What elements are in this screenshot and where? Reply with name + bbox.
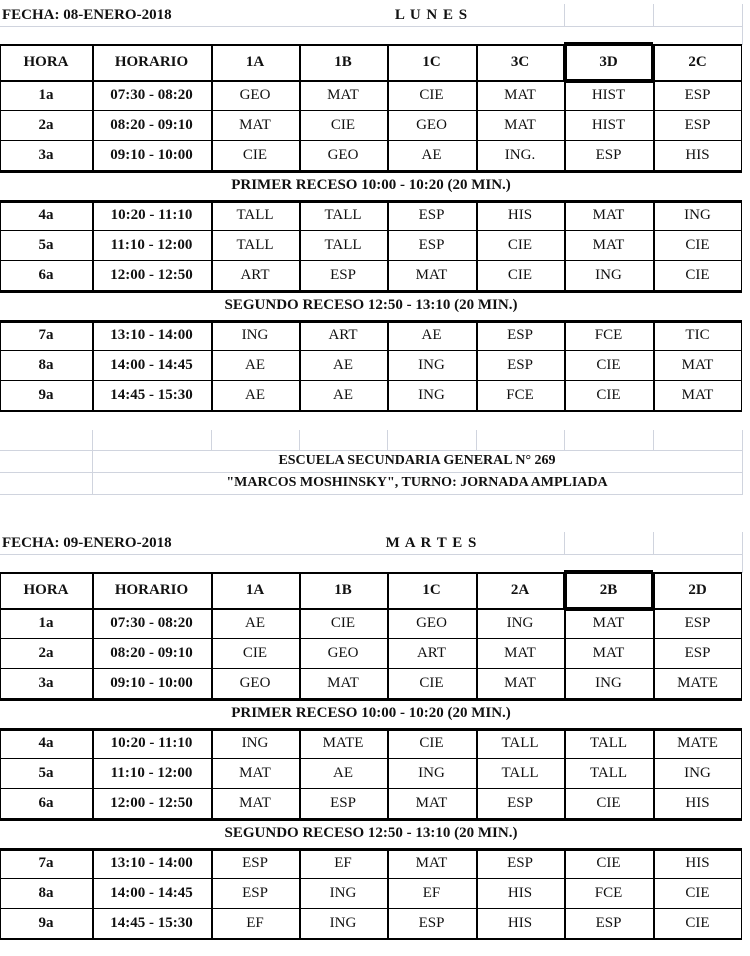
subject-cell: MAT [681, 356, 714, 373]
subject-cell: FCE [594, 326, 623, 343]
hora-cell: 5a [38, 236, 54, 253]
subject-cell: CIE [419, 674, 444, 691]
subject-cell: ESP [684, 116, 711, 133]
subject-cell: TALL [589, 734, 628, 751]
column-border [387, 572, 389, 698]
subject-cell: ESP [242, 854, 268, 871]
subject-cell: ESP [684, 644, 711, 661]
recess-border-top [0, 818, 742, 821]
column-border [299, 200, 301, 290]
subject-cell: CIE [596, 794, 621, 811]
column-header: 1B [334, 53, 352, 70]
subject-cell: AE [245, 614, 265, 631]
subject-cell: EF [422, 884, 441, 901]
faint-cell [564, 532, 654, 555]
column-header: 2C [688, 53, 707, 70]
date-label: FECHA: 09-ENERO-2018 [0, 532, 298, 554]
subject-cell: MATE [677, 734, 718, 751]
subject-cell: MAT [504, 116, 536, 133]
hora-cell: 4a [38, 734, 54, 751]
column-border [0, 200, 1, 290]
table-bottom-border [0, 938, 742, 940]
subject-cell: ESP [242, 884, 268, 901]
column-border [211, 728, 213, 818]
faint-cell [564, 430, 654, 451]
column-border [387, 728, 389, 818]
column-border [299, 572, 301, 698]
hora-cell: 7a [38, 326, 54, 343]
faint-cell [92, 430, 212, 451]
column-border [387, 44, 389, 170]
hora-cell: 3a [38, 674, 54, 691]
day-name: L U N E S [299, 4, 564, 26]
subject-cell: MAT [504, 644, 536, 661]
subject-cell: HIS [685, 854, 710, 871]
column-header: 1C [422, 581, 441, 598]
faint-cell [653, 4, 743, 27]
horario-cell: 09:10 - 10:00 [110, 146, 193, 163]
faint-cell [0, 430, 93, 451]
horario-cell: 14:00 - 14:45 [110, 356, 193, 373]
horario-cell: 12:00 - 12:50 [110, 794, 193, 811]
subject-cell: CIE [330, 116, 356, 133]
subject-cell: HIS [507, 206, 533, 223]
row-border [0, 758, 742, 759]
horario-cell: 10:20 - 11:10 [110, 206, 193, 223]
subject-cell: CIE [596, 356, 621, 373]
horario-cell: 08:20 - 09:10 [110, 644, 193, 661]
hora-cell: 3a [38, 146, 54, 163]
column-header: 2D [688, 581, 707, 598]
subject-cell: CIE [685, 914, 710, 931]
faint-cell [653, 430, 743, 451]
subject-cell: CIE [507, 236, 533, 253]
subject-cell: GEO [239, 86, 271, 103]
subject-cell: CIE [242, 146, 268, 163]
column-border [476, 320, 478, 410]
subject-cell: GEO [416, 614, 447, 631]
hora-cell: 5a [38, 764, 54, 781]
faint-cell [299, 430, 388, 451]
subject-cell: TALL [501, 734, 539, 751]
faint-cell [564, 4, 654, 27]
subject-cell: MATE [677, 674, 718, 691]
subject-cell: MAT [504, 86, 536, 103]
recess-band: SEGUNDO RECESO 12:50 - 13:10 (20 MIN.) [224, 824, 518, 841]
recess-band: PRIMER RECESO 10:00 - 10:20 (20 MIN.) [231, 704, 511, 721]
recess-border-bottom [0, 728, 742, 731]
subject-cell: AE [421, 146, 442, 163]
faint-cell [211, 430, 300, 451]
horario-cell: 11:10 - 12:00 [110, 764, 193, 781]
column-header: 3C [510, 53, 530, 70]
column-border [564, 728, 566, 818]
subject-cell: ING [329, 914, 357, 931]
hora-cell: 6a [38, 794, 54, 811]
horario-cell: 13:10 - 14:00 [110, 326, 193, 343]
subject-cell: MAT [327, 86, 359, 103]
horario-cell: 08:20 - 09:10 [110, 116, 193, 133]
subject-cell: TALL [324, 206, 362, 223]
column-border [387, 200, 389, 290]
subject-cell: TALL [236, 206, 274, 223]
subject-cell: ING [684, 206, 711, 223]
recess-border-top [0, 170, 742, 173]
column-border [741, 572, 742, 698]
column-border [653, 848, 655, 938]
subject-cell: MAT [239, 116, 271, 133]
subject-cell: AE [333, 764, 353, 781]
subject-cell: ESP [418, 914, 445, 931]
subject-cell: AE [245, 386, 265, 403]
subject-cell: AE [245, 356, 265, 373]
subject-cell: ING [595, 266, 622, 283]
column-border [476, 848, 478, 938]
subject-cell: ING [418, 764, 445, 781]
subject-cell: ESP [684, 614, 711, 631]
column-header: HORA [23, 53, 69, 70]
column-border [564, 200, 566, 290]
subject-cell: CIE [685, 236, 710, 253]
column-border [564, 848, 566, 938]
column-border [387, 848, 389, 938]
date-label: FECHA: 08-ENERO-2018 [0, 4, 298, 26]
row-border [0, 110, 742, 111]
column-border [476, 572, 478, 698]
column-header: HORA [23, 581, 69, 598]
column-border [92, 44, 94, 170]
hora-cell: 8a [38, 884, 54, 901]
hora-cell: 6a [38, 266, 54, 283]
column-border [92, 320, 94, 410]
day-name: M A R T E S [299, 532, 564, 554]
column-header: HORARIO [114, 581, 189, 598]
column-border [92, 572, 94, 698]
subject-cell: MAT [415, 854, 448, 871]
faint-cell [387, 430, 477, 451]
subject-cell: ING [684, 764, 711, 781]
subject-cell: MATE [322, 734, 364, 751]
subject-cell: MAT [592, 206, 625, 223]
subject-cell: CIE [685, 884, 710, 901]
horario-cell: 09:10 - 10:00 [110, 674, 193, 691]
faint-cell [0, 472, 93, 495]
subject-cell: CIE [596, 386, 621, 403]
subject-cell: MAT [592, 644, 625, 661]
subject-cell: AE [421, 326, 442, 343]
subject-cell: CIE [419, 734, 444, 751]
highlight-border [563, 44, 567, 80]
recess-border-top [0, 698, 742, 701]
subject-cell: TALL [589, 764, 628, 781]
subject-cell: CIE [242, 644, 268, 661]
subject-cell: MAT [415, 266, 448, 283]
hora-cell: 1a [38, 614, 54, 631]
column-border [211, 848, 213, 938]
column-header: 1B [334, 581, 352, 598]
highlight-border [564, 607, 653, 611]
hora-cell: 2a [38, 116, 54, 133]
subject-cell: MAT [592, 236, 625, 253]
highlight-border [564, 570, 653, 574]
school-name: ESCUELA SECUNDARIA GENERAL N° 269 [278, 453, 556, 468]
subject-cell: CIE [596, 854, 621, 871]
subject-cell: HIS [507, 914, 533, 931]
column-border [211, 320, 213, 410]
subject-cell: CIE [419, 86, 444, 103]
subject-cell: ESP [330, 794, 356, 811]
subject-cell: MAT [415, 794, 448, 811]
subject-cell: GEO [327, 146, 359, 163]
subject-cell: EF [246, 914, 264, 931]
subject-cell: CIE [685, 266, 710, 283]
subject-cell: ART [416, 644, 447, 661]
column-border [0, 572, 1, 698]
column-border [0, 320, 1, 410]
column-border [476, 728, 478, 818]
column-border [211, 200, 213, 290]
column-border [92, 848, 94, 938]
subject-cell: ING. [504, 146, 536, 163]
subject-cell: ESP [507, 854, 533, 871]
subject-cell: GEO [327, 644, 359, 661]
column-border [299, 320, 301, 410]
subject-cell: FCE [594, 884, 623, 901]
subject-cell: ESP [507, 794, 533, 811]
column-border [653, 320, 655, 410]
highlight-border [564, 42, 653, 46]
horario-cell: 12:00 - 12:50 [110, 266, 193, 283]
hora-cell: 4a [38, 206, 54, 223]
column-header: HORARIO [114, 53, 189, 70]
subject-cell: HIST [591, 86, 626, 103]
school-subtitle: "MARCOS MOSHINSKY", TURNO: JORNADA AMPLIADA [226, 475, 608, 490]
recess-border-bottom [0, 320, 742, 323]
subject-cell: CIE [330, 614, 356, 631]
column-border [299, 728, 301, 818]
subject-cell: MAT [327, 674, 359, 691]
subject-cell: ING [329, 884, 357, 901]
column-border [387, 320, 389, 410]
subject-cell: HIS [685, 146, 710, 163]
hora-cell: 9a [38, 914, 54, 931]
horario-cell: 14:45 - 15:30 [110, 914, 193, 931]
column-header: 1A [245, 53, 265, 70]
subject-cell: ESP [595, 914, 622, 931]
subject-cell: TIC [685, 326, 710, 343]
horario-cell: 14:00 - 14:45 [110, 884, 193, 901]
column-border [299, 848, 301, 938]
hora-cell: 2a [38, 644, 54, 661]
row-border [0, 140, 742, 141]
subject-cell: ESP [684, 86, 711, 103]
recess-border-bottom [0, 848, 742, 851]
column-border [476, 200, 478, 290]
row-border [0, 230, 742, 231]
subject-cell: GEO [239, 674, 271, 691]
subject-cell: ESP [595, 146, 622, 163]
subject-cell: HIS [685, 794, 710, 811]
horario-cell: 07:30 - 08:20 [110, 614, 193, 631]
row-border [0, 350, 742, 351]
row-border [0, 668, 742, 669]
row-border [0, 380, 742, 381]
hora-cell: 9a [38, 386, 54, 403]
row-border [0, 260, 742, 261]
subject-cell: ART [240, 266, 270, 283]
subject-cell: MAT [239, 764, 271, 781]
column-border [211, 44, 213, 170]
subject-cell: HIST [591, 116, 626, 133]
subject-cell: AE [333, 386, 353, 403]
recess-border-bottom [0, 200, 742, 203]
subject-cell: ART [328, 326, 358, 343]
column-header: 2B [599, 581, 618, 598]
column-border [0, 848, 1, 938]
subject-cell: ESP [418, 236, 445, 253]
column-border [741, 848, 742, 938]
column-border [0, 44, 1, 170]
table-bottom-border [0, 410, 742, 412]
row-border [0, 878, 742, 879]
recess-band: PRIMER RECESO 10:00 - 10:20 (20 MIN.) [231, 176, 511, 193]
recess-border-top [0, 290, 742, 293]
column-border [299, 44, 301, 170]
subject-cell: MAT [239, 794, 271, 811]
horario-cell: 10:20 - 11:10 [110, 734, 193, 751]
column-border [653, 728, 655, 818]
subject-cell: EF [334, 854, 352, 871]
subject-cell: FCE [506, 386, 534, 403]
horario-cell: 11:10 - 12:00 [110, 236, 193, 253]
faint-cell [476, 430, 565, 451]
hora-cell: 7a [38, 854, 54, 871]
column-header: 2A [510, 581, 530, 598]
subject-cell: TALL [501, 764, 539, 781]
subject-cell: ESP [418, 206, 445, 223]
column-border [211, 572, 213, 698]
faint-cell [0, 450, 93, 473]
row-border [0, 788, 742, 789]
subject-cell: ING [506, 614, 534, 631]
column-border [476, 44, 478, 170]
subject-cell: ING [418, 386, 445, 403]
column-border [564, 320, 566, 410]
subject-cell: MAT [592, 614, 625, 631]
hora-cell: 8a [38, 356, 54, 373]
subject-cell: CIE [507, 266, 533, 283]
horario-cell: 07:30 - 08:20 [110, 86, 193, 103]
subject-cell: ESP [330, 266, 356, 283]
column-border [0, 728, 1, 818]
subject-cell: TALL [324, 236, 362, 253]
highlight-border [651, 572, 655, 608]
column-border [741, 200, 742, 290]
horario-cell: 14:45 - 15:30 [110, 386, 193, 403]
subject-cell: ING [418, 356, 445, 373]
subject-cell: MAT [681, 386, 714, 403]
column-border [653, 200, 655, 290]
subject-cell: HIS [507, 884, 533, 901]
faint-cell [653, 532, 743, 555]
subject-cell: ESP [507, 356, 533, 373]
subject-cell: AE [333, 356, 353, 373]
subject-cell: ESP [507, 326, 533, 343]
row-border [0, 908, 742, 909]
hora-cell: 1a [38, 86, 54, 103]
column-border [741, 44, 742, 170]
column-border [741, 728, 742, 818]
subject-cell: ING [595, 674, 622, 691]
column-border [92, 200, 94, 290]
column-border [92, 728, 94, 818]
column-header: 1A [245, 581, 265, 598]
row-border [0, 638, 742, 639]
column-header: 1C [422, 53, 441, 70]
subject-cell: MAT [504, 674, 536, 691]
highlight-border [564, 79, 653, 83]
highlight-border [563, 572, 567, 608]
subject-cell: TALL [236, 236, 274, 253]
column-header: 3D [599, 53, 618, 70]
recess-band: SEGUNDO RECESO 12:50 - 13:10 (20 MIN.) [224, 296, 518, 313]
highlight-border [651, 44, 655, 80]
horario-cell: 13:10 - 14:00 [110, 854, 193, 871]
subject-cell: GEO [416, 116, 447, 133]
column-border [741, 320, 742, 410]
subject-cell: ING [241, 326, 269, 343]
subject-cell: ING [241, 734, 269, 751]
